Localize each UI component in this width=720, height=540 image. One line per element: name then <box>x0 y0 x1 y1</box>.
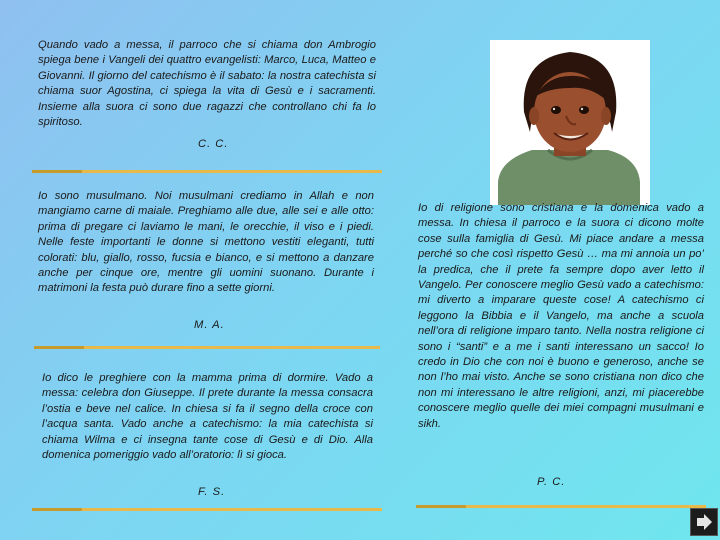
divider-rule-2 <box>34 346 380 349</box>
next-slide-button[interactable] <box>690 508 718 536</box>
signature-ma: M. A. <box>194 319 225 331</box>
paragraph-cc: Quando vado a messa, il parroco che si chiama don Ambrogio spiega bene i Vangeli dei quattro evangelisti: Marco, Luca, Matteo e Giovanni. Il giorno del catechismo è il sabato: la nostra catechista si chiama suor Agostina, ci spiega la vita di Gesù e i sacramenti. Insieme alla suora ci sono due ragazzi che controllano chi fa lo spiritoso. <box>38 39 376 129</box>
divider-rule-3 <box>32 508 382 511</box>
signature-pc: P. C. <box>537 476 566 488</box>
signature-fs: F. S. <box>198 486 226 498</box>
signature-cc: C. C. <box>198 138 229 150</box>
portrait-image <box>490 40 650 205</box>
paragraph-fs: Io dico le preghiere con la mamma prima di dormire. Vado a messa: celebra don Giuseppe. Il prete durante la messa consacra l’ostia e beve nel calice. In chiesa si fa il segno della croce con l’acqua santa. Vado anche a catechismo: la mia catechista si chiama Wilma e ci insegna tante cose di Gesù e di Dio. Alla domenica pomeriggio vado all’oratorio: lì si gioca. <box>42 372 373 462</box>
divider-rule-4 <box>416 505 706 508</box>
next-arrow-icon <box>691 509 717 535</box>
paragraph-ma: Io sono musulmano. Noi musulmani crediamo in Allah e non mangiamo carne di maiale. Preghiamo alle due, alle sei e alle otto: prima di pregare ci laviamo le mani, le orecchie, il viso e i piedi. Nelle feste importanti le donne si mettono vestiti eleganti, tutti colorati: blu, giallo, rosso, fucsia e bianco, e si mettono a danzare anche per cinque ore, mentre gli uomini suonano. Durante i matrimoni la festa può durare fino a sette giorni. <box>38 190 374 295</box>
paragraph-pc: Io di religione sono cristiana e la domenica vado a messa. In chiesa il parroco e la suora ci dicono molte cose sulla famiglia di Gesù. Mi piace andare a messa perché so che così rispetto Gesù … ma mi annoia un po’ la predica, che il prete fa sempre dopo aver letto il Vangelo. Per conoscere meglio Gesù vado a catechismo: mi diverto a imparare queste cose! A catechismo ci leggono la Bibbia e il Vangelo, ma anche a scuola nell’ora di religione imparo tanto. Nella nostra religione ci sono i “santi” e a me i santi interessano un sacco! Io credo in Dio che con noi è buono e generoso, anche se non l’ho mai visto. Anche se sono cristiana non dico che non mi interessano le altre religioni, anzi, mi piacerebbe conoscere meglio quelle dei miei compagni musulmani e sikh. <box>418 202 704 430</box>
divider-rule-1 <box>32 170 382 173</box>
